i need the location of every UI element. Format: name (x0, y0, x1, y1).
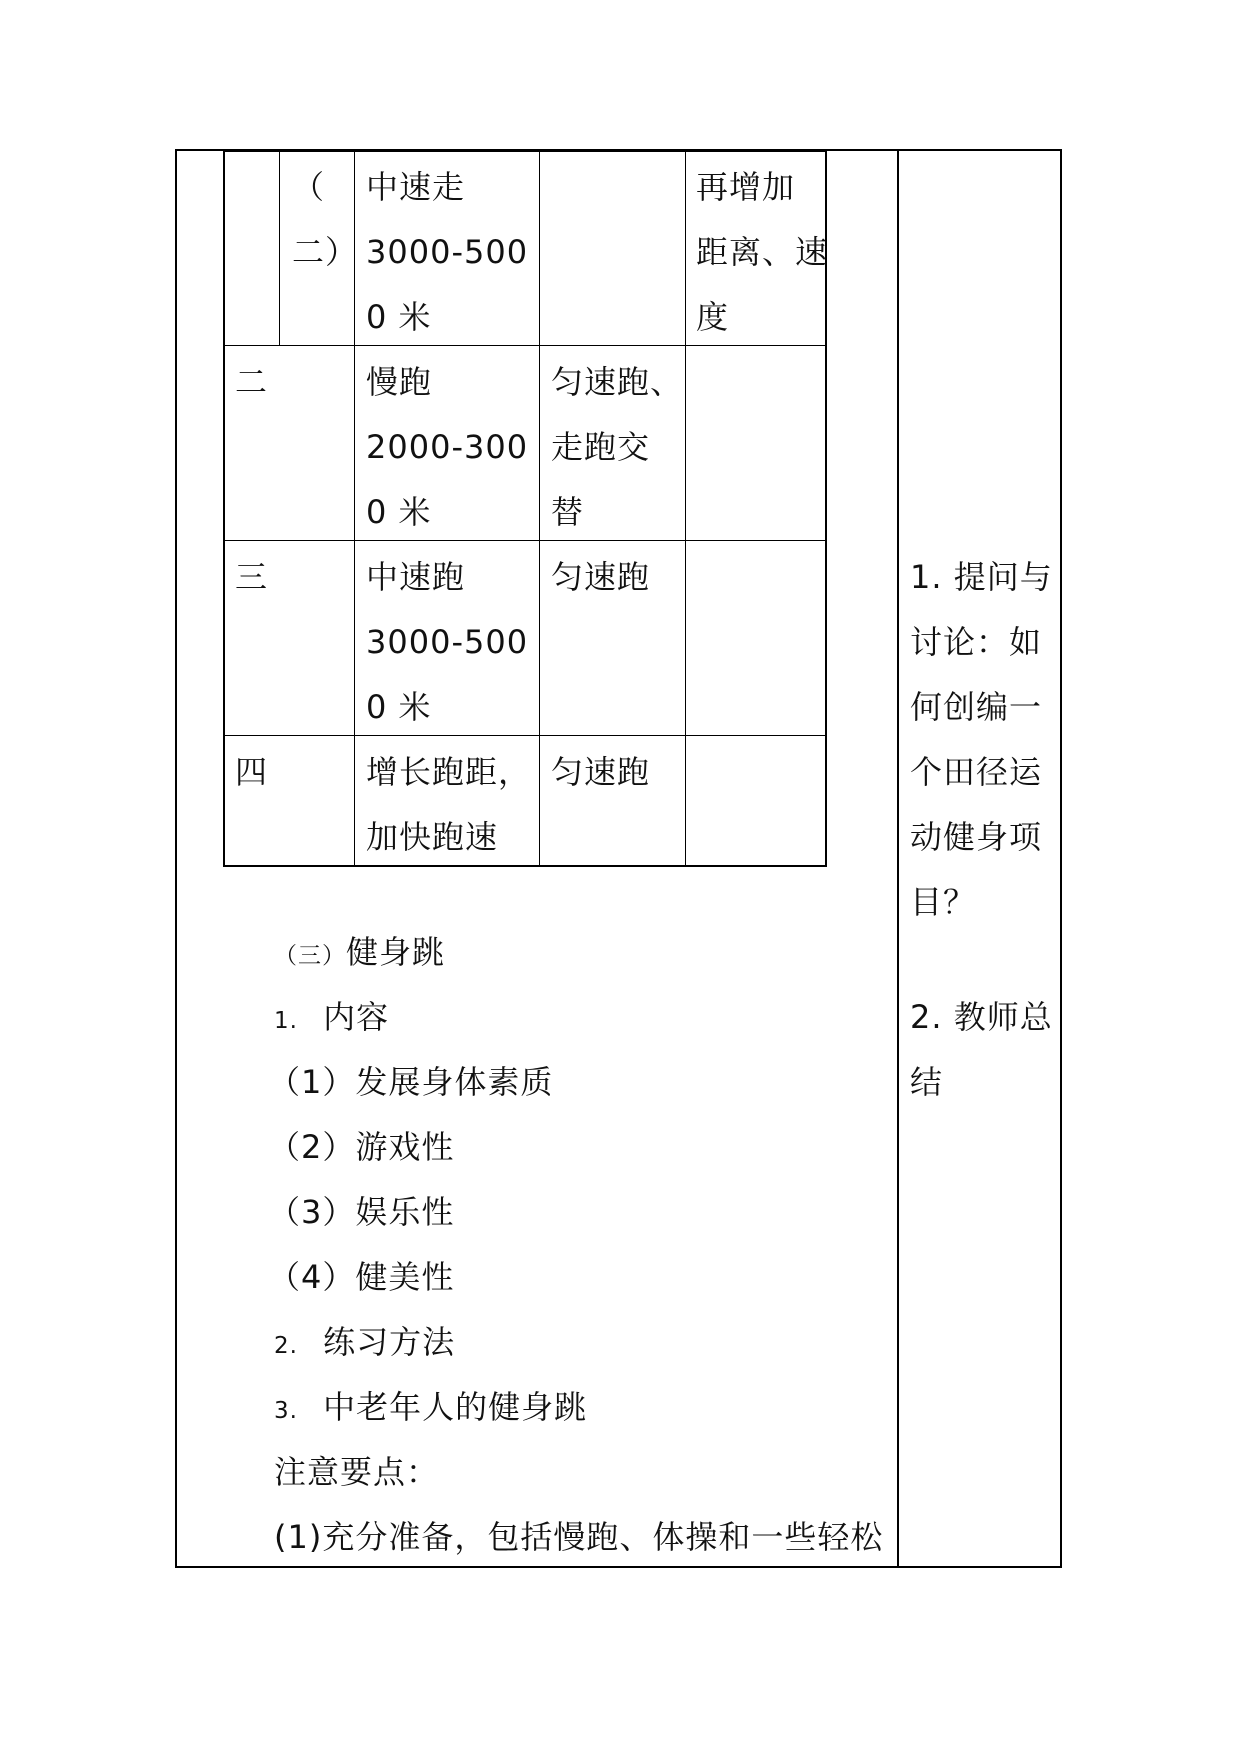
row4-content: 增长跑距， 加快跑速 (366, 753, 532, 856)
row3-number: 三 (235, 558, 269, 596)
item3-number: 3. (274, 1398, 298, 1424)
row4-number: 四 (235, 753, 269, 791)
item2-text: 练习方法 (323, 1323, 456, 1361)
item2 (274, 1310, 455, 1379)
inner-col-divider-3 (685, 150, 686, 867)
section-marker: （三） (274, 943, 346, 969)
row1-sub-number: （ 二） (292, 168, 359, 271)
inner-col-divider-2 (539, 150, 540, 867)
inner-table-left (223, 150, 225, 867)
section-title: 健身跳 (346, 933, 446, 971)
row2-number: 二 (235, 363, 269, 401)
outer-border-right (1060, 149, 1062, 1568)
row2-content: 慢跑 2000-300 0 米 (366, 363, 529, 531)
row2-method: 匀速跑、 走跑交 替 (551, 363, 684, 531)
item3 (274, 1375, 587, 1444)
row3-content: 中速跑 3000-500 0 米 (366, 558, 529, 726)
section-heading (274, 920, 445, 989)
outer-border-left (175, 149, 177, 1568)
row3-method: 匀速跑 (551, 558, 651, 596)
item2-number: 2. (274, 1333, 298, 1359)
row1-note: 再增加 距离、速 度 (696, 168, 829, 336)
row4-method: 匀速跑 (551, 753, 651, 791)
row1-content: 中速走 3000-500 0 米 (366, 168, 529, 336)
item1-text: 内容 (323, 998, 390, 1036)
inner-table-top (223, 150, 827, 152)
sub-item-1: （1）发展身体素质 (268, 1063, 554, 1101)
item1-number: 1. (274, 1008, 298, 1034)
outer-column-divider (897, 149, 899, 1568)
item3-text: 中老年人的健身跳 (323, 1388, 588, 1426)
side-question-1: 1. 提问与 讨论：如 何创编一 个田径运 动健身项 目？ (910, 558, 1053, 921)
sub-item-2: （2）游戏性 (268, 1128, 455, 1166)
notes-line-1: (1)充分准备，包括慢跑、体操和一些轻松 (274, 1518, 884, 1556)
sub-item-4: （4）健美性 (268, 1258, 455, 1296)
side-question-2: 2. 教师总 结 (910, 998, 1053, 1101)
inner-subcol-divider (279, 150, 280, 345)
notes-title: 注意要点： (274, 1453, 440, 1491)
item1 (274, 985, 389, 1054)
sub-item-3: （3）娱乐性 (268, 1193, 455, 1231)
